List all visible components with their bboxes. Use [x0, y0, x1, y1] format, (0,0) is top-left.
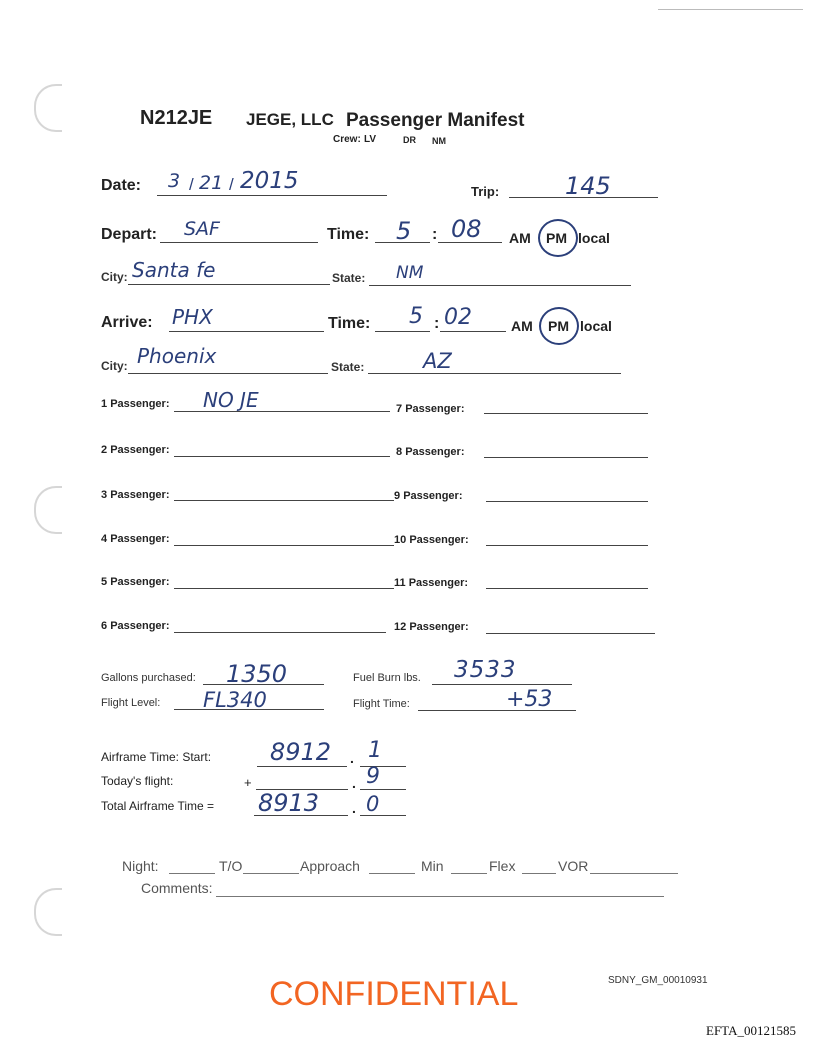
passenger-10-label — [394, 534, 469, 546]
passenger-line — [174, 632, 386, 633]
depart-minute: 08 — [451, 215, 482, 243]
date-label: Date: — [101, 177, 142, 194]
hole-punch-mark — [34, 84, 62, 132]
passenger-3-label — [101, 489, 170, 501]
comments-label: Comments: — [141, 880, 213, 896]
time-colon: : — [434, 315, 440, 332]
passenger-number: 10 — [394, 534, 407, 546]
fuel-burn-label: Fuel Burn lbs. — [353, 672, 421, 684]
pm-circle-mark — [539, 307, 579, 345]
decimal-point: . — [352, 775, 356, 791]
passenger-number: 1 — [101, 398, 108, 410]
min-label: Min — [421, 858, 444, 874]
date-separator: / — [229, 175, 234, 194]
passenger-7-label — [396, 403, 465, 415]
arrive-state-line — [368, 373, 621, 374]
depart-local: local — [578, 230, 610, 246]
depart-state-line — [369, 285, 631, 286]
flight-time-value: +53 — [506, 687, 553, 712]
passenger-2-label — [101, 444, 170, 456]
approach-line — [369, 873, 415, 874]
min-line — [451, 873, 487, 874]
passenger-12-label — [394, 621, 469, 633]
passenger-9-label — [394, 490, 463, 502]
passenger-line — [486, 588, 648, 589]
date-month: 3 — [168, 170, 181, 192]
gallons-label: Gallons purchased: — [101, 672, 196, 684]
arrive-city-label: City: — [101, 359, 128, 373]
total-airframe-label: Total Airframe Time = — [101, 799, 215, 813]
passenger-5-label — [101, 576, 170, 588]
arrive-hour: 5 — [409, 304, 423, 329]
passenger-number: 12 — [394, 621, 407, 633]
fuel-burn-value: 3533 — [454, 657, 517, 683]
to-label: T/O — [219, 858, 243, 874]
flight-level-label: Flight Level: — [101, 697, 161, 709]
arrive-pm: PM — [548, 318, 569, 334]
approach-label: Approach — [300, 858, 360, 874]
arrive-airport: PHX — [172, 305, 213, 329]
arrive-city-value: Phoenix — [137, 344, 217, 368]
to-line — [243, 873, 299, 874]
passenger-word: Passenger: — [110, 620, 170, 632]
arrive-city-line — [128, 373, 328, 374]
arrive-label: Arrive: — [101, 314, 153, 331]
crew-label: Crew: — [333, 134, 361, 145]
company-name: JEGE, LLC — [246, 110, 334, 129]
bates-number: SDNY_GM_00010931 — [608, 975, 708, 986]
arrive-min-line — [440, 331, 506, 332]
todays-flight-label: Today's flight: — [101, 774, 174, 788]
trip-value: 145 — [565, 172, 611, 200]
passenger-11-label — [394, 577, 468, 589]
passenger-number: 6 — [101, 620, 108, 632]
passenger-4-label — [101, 533, 170, 545]
tail-number: N212JE — [140, 107, 213, 129]
passenger-line — [486, 545, 648, 546]
night-line — [169, 873, 215, 874]
night-label: Night: — [122, 858, 159, 874]
passenger-line — [486, 501, 648, 502]
hole-punch-mark — [34, 486, 62, 534]
depart-label: Depart: — [101, 226, 158, 243]
depart-am: AM — [509, 230, 531, 246]
decimal-point: . — [352, 800, 356, 816]
passenger-line — [484, 457, 648, 458]
arrive-line — [169, 331, 324, 332]
crew-initials-3: NM — [432, 136, 446, 146]
total-airframe-whole: 8913 — [258, 789, 320, 817]
plus-sign: + — [244, 775, 252, 790]
arrive-am: AM — [511, 318, 533, 334]
confidential-stamp: CONFIDENTIAL — [269, 975, 519, 1013]
todays-flight-tenth-line — [360, 789, 406, 790]
passenger-line — [174, 588, 394, 589]
passenger-line — [484, 413, 648, 414]
passenger-word: Passenger: — [409, 621, 469, 633]
passenger-word: Passenger: — [409, 534, 469, 546]
vor-label: VOR — [558, 858, 589, 874]
date-separator: / — [189, 175, 194, 194]
scan-edge-line — [658, 9, 803, 10]
todays-flight-tenth: 9 — [366, 764, 380, 789]
vor-line — [590, 873, 678, 874]
passenger-number: 3 — [101, 489, 108, 501]
airframe-start-tenth: 1 — [368, 738, 382, 763]
passenger-word: Passenger: — [110, 576, 170, 588]
passenger-line — [174, 500, 394, 501]
depart-pm: PM — [546, 230, 567, 246]
passenger-number: 4 — [101, 533, 108, 545]
passenger-line — [486, 633, 655, 634]
flex-line — [522, 873, 556, 874]
passenger-word: Passenger: — [405, 446, 465, 458]
passenger-word: Passenger: — [110, 533, 170, 545]
crew-initials-1: LV — [364, 134, 377, 145]
arrive-state-label: State: — [331, 360, 365, 374]
depart-state-label: State: — [332, 271, 366, 285]
passenger-6-label — [101, 620, 170, 632]
airframe-start-whole: 8912 — [270, 738, 332, 766]
crew-initials-2: DR — [403, 135, 416, 145]
passenger-1-label — [101, 398, 170, 410]
passenger-number: 7 — [396, 403, 403, 415]
passenger-1-value: NO JE — [203, 388, 259, 412]
passenger-line — [174, 545, 394, 546]
passenger-number: 8 — [396, 446, 403, 458]
depart-city-value: Santa fe — [132, 258, 216, 282]
passenger-number: 9 — [394, 490, 401, 502]
date-day: 21 — [199, 172, 224, 194]
depart-line — [160, 242, 318, 243]
arrive-state-value: AZ — [423, 349, 452, 373]
passenger-line — [174, 456, 390, 457]
passenger-8-label — [396, 446, 465, 458]
flight-level-value: FL340 — [203, 688, 267, 712]
arrive-local: local — [580, 318, 612, 334]
flight-time-label: Flight Time: — [353, 698, 410, 710]
passenger-word: Passenger: — [408, 577, 469, 589]
pm-circle-mark — [538, 219, 578, 257]
date-year: 2015 — [240, 168, 299, 194]
depart-hour: 5 — [396, 217, 412, 245]
depart-city-line — [128, 284, 330, 285]
airframe-start-line — [257, 766, 347, 767]
depart-state-value: NM — [396, 263, 424, 283]
gallons-value: 1350 — [226, 660, 288, 688]
arrive-hour-line — [375, 331, 430, 332]
efta-number: EFTA_00121585 — [706, 1023, 796, 1038]
arrive-minute: 02 — [444, 305, 472, 330]
time-colon: : — [432, 226, 438, 243]
passenger-word: Passenger: — [403, 490, 463, 502]
passenger-number: 2 — [101, 444, 108, 456]
depart-time-label: Time: — [327, 226, 370, 243]
arrive-time-label: Time: — [328, 315, 371, 332]
date-line — [157, 195, 387, 196]
fuel-burn-line — [432, 684, 572, 685]
passenger-word: Passenger: — [110, 398, 170, 410]
trip-label: Trip: — [471, 184, 500, 199]
passenger-word: Passenger: — [110, 444, 170, 456]
passenger-number: 5 — [101, 576, 108, 588]
flex-label: Flex — [489, 858, 516, 874]
passenger-word: Passenger: — [110, 489, 170, 501]
passenger-word: Passenger: — [405, 403, 465, 415]
total-airframe-tenth: 0 — [366, 792, 380, 816]
depart-airport: SAF — [184, 218, 220, 240]
airframe-start-label: Airframe Time: Start: — [101, 750, 212, 764]
hole-punch-mark — [34, 888, 62, 936]
document-title: Passenger Manifest — [346, 110, 525, 131]
depart-city-label: City: — [101, 270, 128, 284]
passenger-number: 11 — [394, 577, 406, 589]
decimal-point: . — [350, 750, 354, 766]
comments-line — [216, 896, 664, 897]
